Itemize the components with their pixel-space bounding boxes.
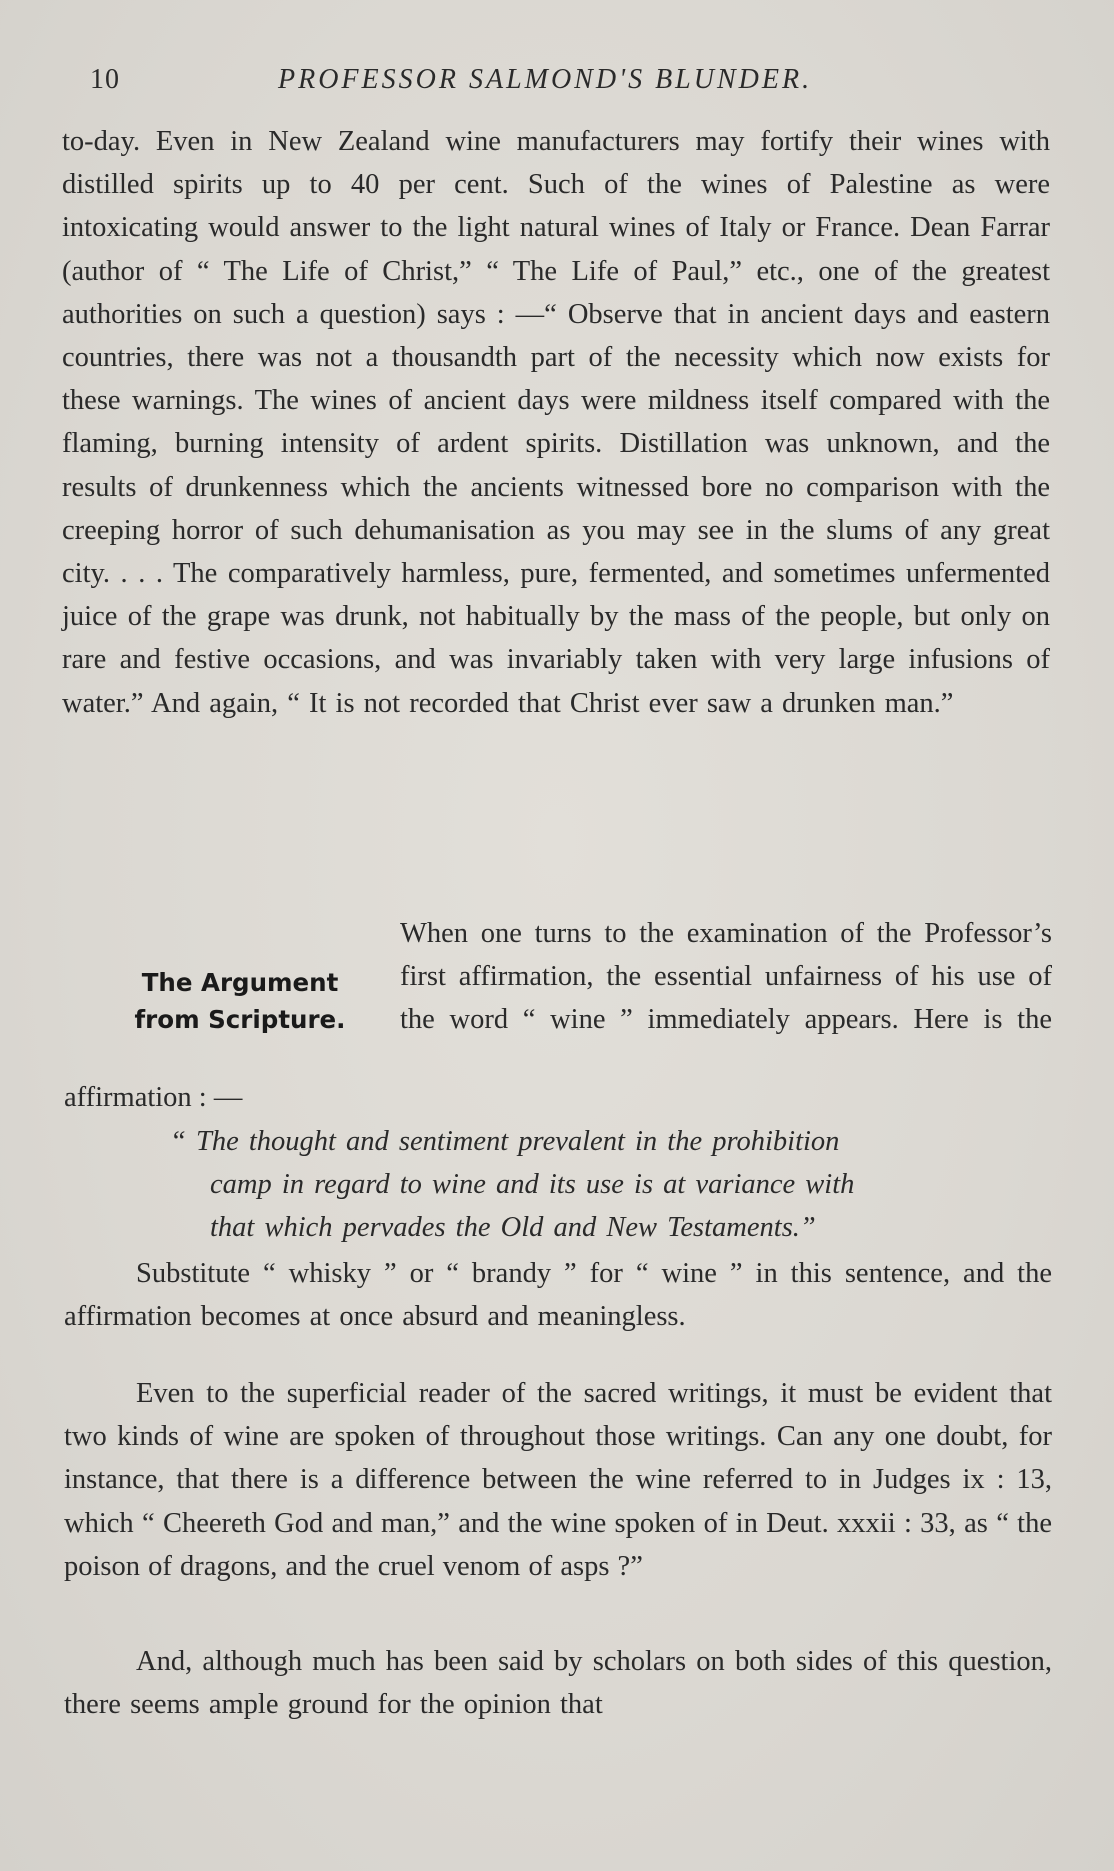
- paragraph-1: to-day. Even in New Zealand wine manufacturers may fortify their wines with distilled spirits up to 40 per cent. Such of the wines of Palestine as were intoxicating would answer to the light natural wines of Italy or France. Dean Farrar (author of “ The Life of Christ,” “ The Life of Paul,” etc., one of the greatest authorities on such a question) says : —“ Observe that in ancient days and eastern countries, there was not a thousandth part of the necessity which now exists for these warnings. The wines of ancient days were mildness itself compared with the flaming, burning intensity of ardent spirits. Distillation was unknown, and the results of drunkenness which the ancients witnessed bore no comparison with the creeping horror of such dehumanisation as you may see in the slums of any great city. . . . The comparatively harmless, pure, fermented, and sometimes unfermented juice of the grape was drunk, not habitually by the mass of the people, but only on rare and festive occasions, and was invariably taken with very large infusions of water.” And again, “ It is not recorded that Christ ever saw a drunken man.”: [62, 126, 1050, 719]
- quote-line-3: that which pervades the Old and New Testaments.”: [210, 1212, 816, 1243]
- page-header: [84, 64, 1044, 104]
- block-quote: [170, 1120, 1060, 1249]
- running-head: PROFESSOR SALMOND'S BLUNDER.: [278, 64, 813, 95]
- page-number: 10: [90, 64, 120, 95]
- quote-line-1: “ The thought and sentiment prevalent in the prohibition: [170, 1126, 840, 1157]
- margin-heading: [120, 964, 360, 1038]
- margin-heading-line-2: from Scripture.: [134, 1005, 346, 1034]
- paragraph-5: And, although much has been said by scholars on both sides of this question, there seems ample ground for the opinion that: [64, 1646, 1052, 1721]
- margin-heading-line-1: The Argument: [141, 968, 339, 997]
- paragraph-2-continued: affirmation : —: [64, 1082, 243, 1113]
- paragraph-3: Substitute “ whisky ” or “ brandy ” for “ wine ” in this sentence, and the affirmation becomes at once absurd and meaningless.: [64, 1258, 1052, 1333]
- paragraph-4: Even to the superficial reader of the sacred writings, it must be evident that two kinds of wine are spoken of throughout those writings. Can any one doubt, for instance, that there is a difference between the wine referred to in Judges ix : 13, which “ Cheereth God and man,” and the wine spoken of in Deut. xxxii : 33, as “ the poison of dragons, and the cruel venom of asps ?”: [64, 1378, 1052, 1582]
- paragraph-2: When one turns to the examination of the Professor’s first affirmation, the essential unfairness of his use of the word “ wine ” immediately appears. Here is the: [400, 918, 1052, 1036]
- quote-line-2: camp in regard to wine and its use is at variance with: [210, 1169, 855, 1200]
